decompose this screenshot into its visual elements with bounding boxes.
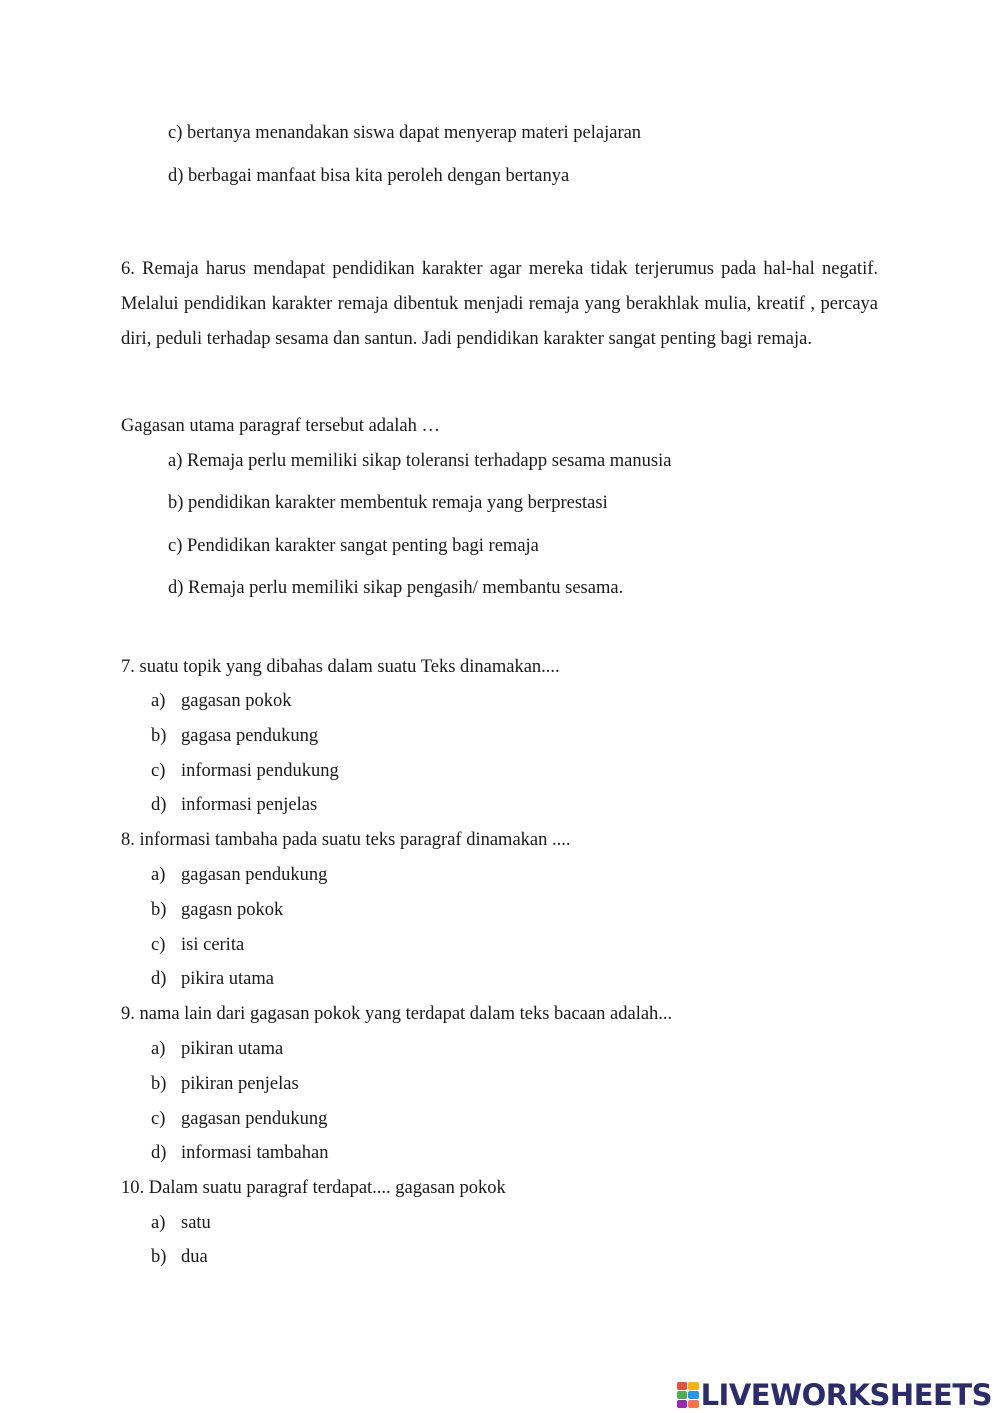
q8-option-d: pikira utama — [181, 969, 274, 989]
q9-option-c-label: c) — [151, 1109, 166, 1129]
q10-option-b-label: b) — [151, 1247, 167, 1267]
q7-option-b: gagasa pendukung — [181, 726, 319, 746]
q8-option-c: isi cerita — [181, 935, 245, 955]
q8-option-a-label: a) — [151, 865, 166, 885]
q6-option-d: d) Remaja perlu memiliki sikap pengasih/ membantu sesama. — [168, 578, 624, 598]
q9-question: 9. nama lain dari gagasan pokok yang terdapat dalam teks bacaan adalah... — [121, 1004, 673, 1024]
q9-option-c: gagasan pendukung — [181, 1109, 328, 1129]
q9-option-b: pikiran penjelas — [181, 1074, 299, 1094]
q9-option-d-label: d) — [151, 1143, 167, 1163]
q10-question: 10. Dalam suatu paragraf terdapat.... gagasan pokok — [121, 1178, 506, 1198]
logo-block-icon — [677, 1400, 688, 1408]
q9-option-b-label: b) — [151, 1074, 167, 1094]
q8-option-a: gagasan pendukung — [181, 865, 328, 885]
liveworksheets-logo-icon — [677, 1382, 699, 1408]
q7-question: 7. suatu topik yang dibahas dalam suatu Teks dinamakan.... — [121, 657, 560, 677]
q6-option-a: a) Remaja perlu memiliki sikap toleransi terhadapp sesama manusia — [168, 451, 672, 471]
logo-block-icon — [677, 1391, 688, 1399]
logo-block-icon — [688, 1400, 699, 1408]
logo-block-icon — [688, 1391, 699, 1399]
q7-option-d: informasi penjelas — [181, 795, 318, 815]
q7-option-b-label: b) — [151, 726, 167, 746]
q8-option-c-label: c) — [151, 935, 166, 955]
option-c-prev: c) bertanya menandakan siswa dapat menyerap materi pelajaran — [168, 123, 642, 143]
q7-option-c-label: c) — [151, 761, 166, 781]
option-d-prev: d) berbagai manfaat bisa kita peroleh dengan bertanya — [168, 166, 570, 186]
q7-option-d-label: d) — [151, 795, 167, 815]
liveworksheets-logo — [677, 1378, 992, 1412]
q8-option-b: gagasn pokok — [181, 900, 284, 920]
logo-block-icon — [688, 1382, 699, 1390]
q9-option-d: informasi tambahan — [181, 1143, 329, 1163]
q7-option-a: gagasan pokok — [181, 691, 292, 711]
q9-option-a: pikiran utama — [181, 1039, 284, 1059]
q8-option-d-label: d) — [151, 969, 167, 989]
q7-option-a-label: a) — [151, 691, 166, 711]
q10-option-b: dua — [181, 1247, 208, 1267]
q6-option-b: b) pendidikan karakter membentuk remaja yang berprestasi — [168, 493, 608, 513]
q6-option-c: c) Pendidikan karakter sangat penting bagi remaja — [168, 536, 539, 556]
q7-option-c: informasi pendukung — [181, 761, 339, 781]
q10-option-a-label: a) — [151, 1213, 166, 1233]
q6-prompt: Gagasan utama paragraf tersebut adalah … — [121, 416, 440, 436]
brand-name: LIVEWORKSHEETS — [700, 1378, 992, 1412]
q8-question: 8. informasi tambaha pada suatu teks paragraf dinamakan .... — [121, 830, 571, 850]
q6-paragraph: 6. Remaja harus mendapat pendidikan karakter agar mereka tidak terjerumus pada hal-hal negatif. Melalui pendidikan karakter remaja dibentuk menjadi remaja yang berakhlak mulia, kreatif , percaya diri, peduli terhadap sesama dan santun. Jadi pendidikan karakter sangat penting bagi remaja. — [121, 259, 878, 349]
q8-option-b-label: b) — [151, 900, 167, 920]
q10-option-a: satu — [181, 1213, 211, 1233]
logo-block-icon — [677, 1382, 688, 1390]
q9-option-a-label: a) — [151, 1039, 166, 1059]
